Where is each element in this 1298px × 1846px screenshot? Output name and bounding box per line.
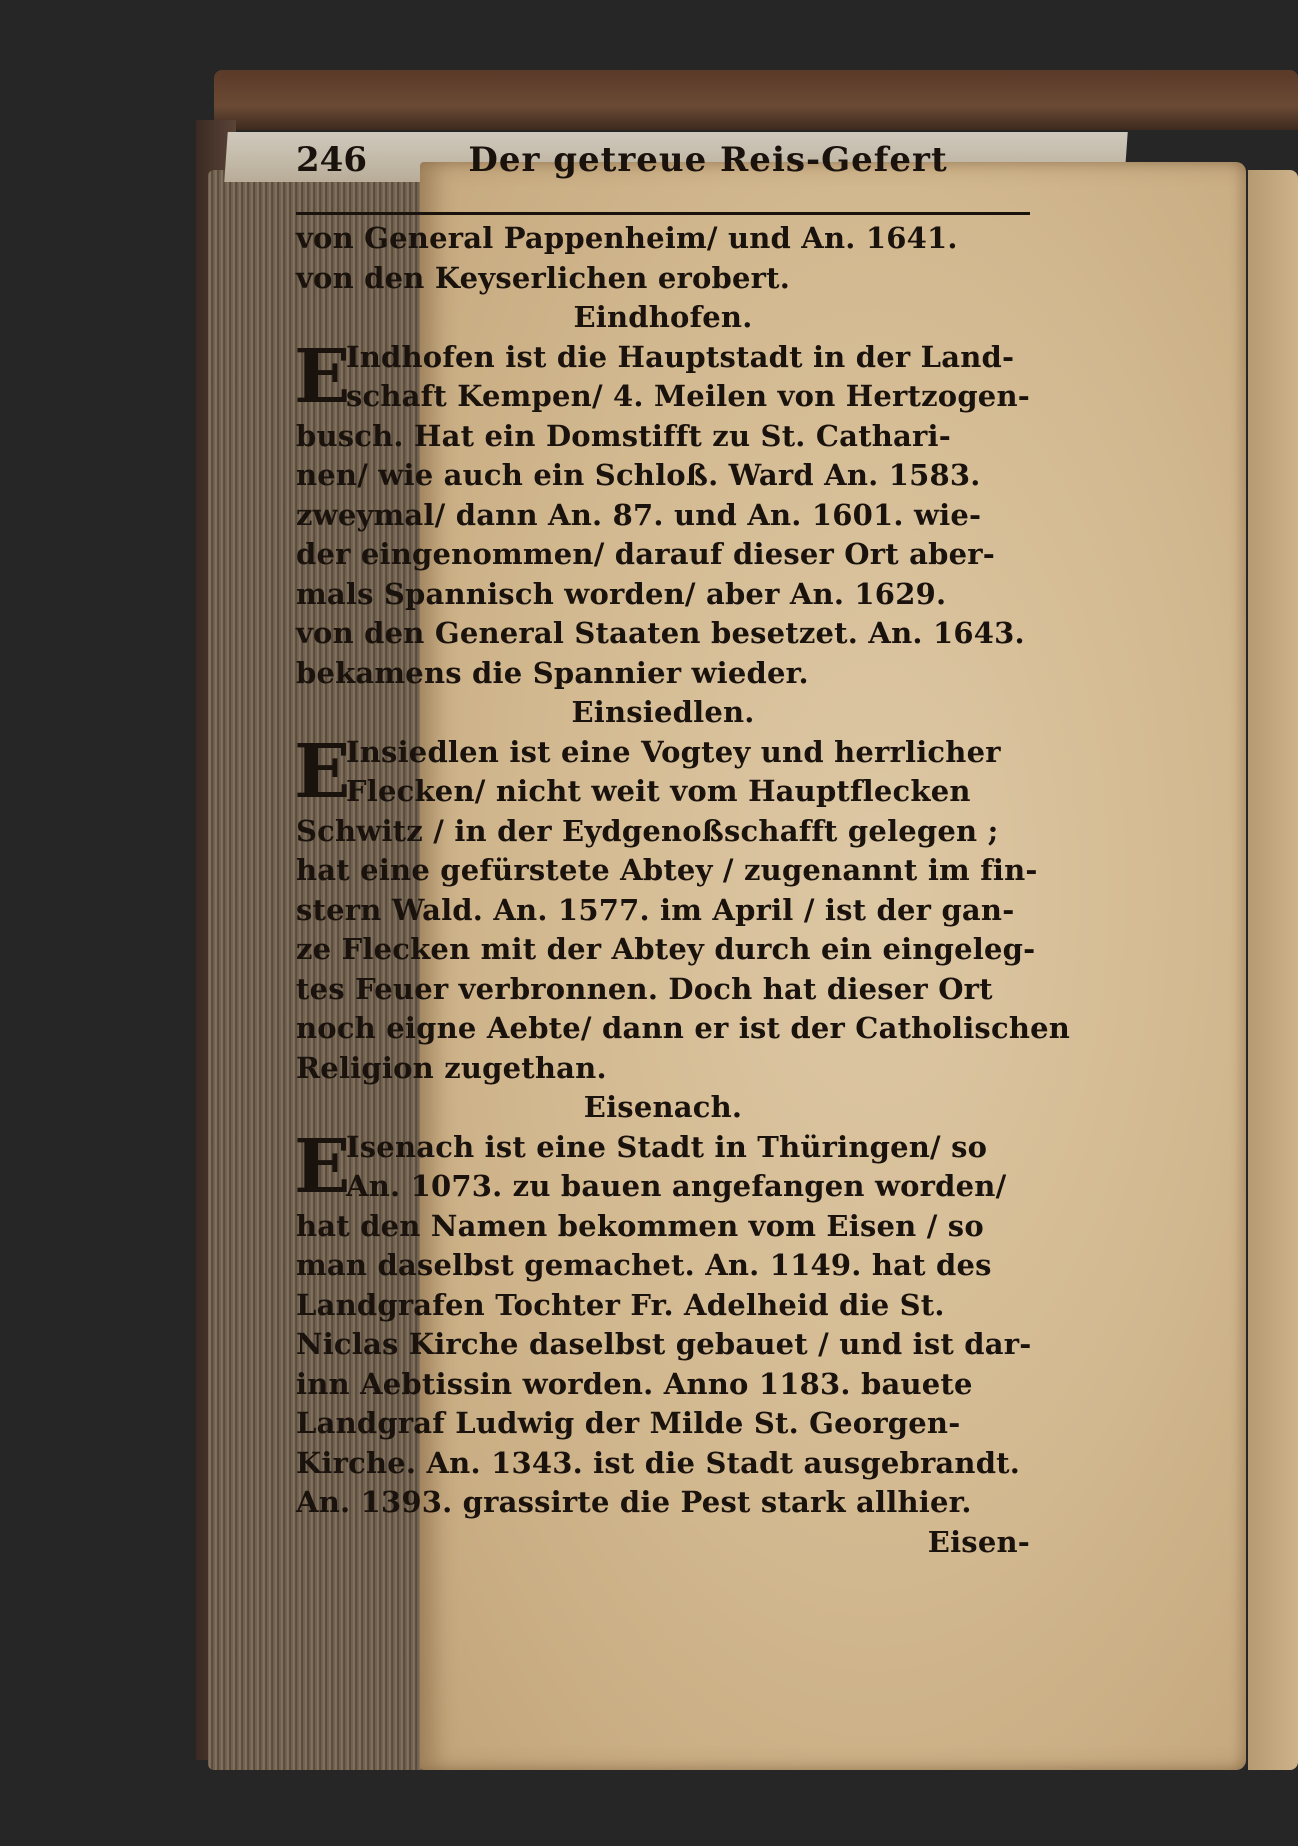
text-line: Isenach ist eine Stadt in Thüringen/ so	[346, 1129, 988, 1164]
text-line: schaft Kempen/ 4. Meilen von Hertzogen-	[346, 379, 1030, 413]
running-title: Der getreue Reis-Gefert	[468, 140, 948, 180]
text-line: stern Wald. An. 1577. im April / ist der gan-	[296, 892, 1015, 927]
text-line: ze Flecken mit der Abtey durch ein eingeleg-	[296, 932, 1036, 966]
section-heading-eisenach: Eisenach.	[583, 1090, 743, 1124]
text-line: mals Spannisch worden/ aber An. 1629.	[296, 576, 947, 611]
text-line: Schwitz / in der Eydgenoßschafft gelegen ;	[296, 813, 999, 848]
intro-line: von General Pappenheim/ und An. 1641.	[296, 221, 958, 255]
text-line: Landgrafen Tochter Fr. Adelheid die St.	[296, 1287, 945, 1322]
page-text	[294, 140, 1071, 1562]
text-line: Indhofen ist die Hauptstadt in der Land-	[346, 339, 1015, 374]
text-line: der eingenommen/ darauf dieser Ort aber-	[296, 537, 995, 571]
text-line: zweymal/ dann An. 87. und An. 1601. wie-	[296, 497, 982, 532]
text-line: Niclas Kirche daselbst gebauet / und ist dar-	[296, 1327, 1032, 1361]
text-line: bekamens die Spannier wieder.	[296, 655, 809, 690]
text-line: Kirche. An. 1343. ist die Stadt ausgebrandt.	[296, 1445, 1021, 1480]
book-top-edge	[214, 70, 1298, 130]
catchword: Eisen-	[927, 1524, 1030, 1559]
section-eisenach	[294, 1123, 1032, 1523]
text-line: Insiedlen ist eine Vogtey und herrlicher	[346, 734, 1001, 769]
drop-cap: E	[294, 333, 351, 420]
page-header	[296, 140, 1030, 215]
text-line: nen/ wie auch ein Schloß. Ward An. 1583.	[296, 458, 981, 492]
facing-page-edge	[1248, 170, 1298, 1770]
text-line: Religion zugethan.	[296, 1050, 607, 1085]
text-line: von den General Staaten besetzet. An. 1643.	[296, 616, 1025, 650]
text-line: hat den Namen bekommen vom Eisen / so	[296, 1208, 984, 1243]
text-line: tes Feuer verbronnen. Doch hat dieser Ort	[296, 971, 993, 1006]
intro-line: von den Keyserlichen erobert.	[296, 260, 790, 295]
text-line: inn Aebtissin worden. Anno 1183. bauete	[296, 1366, 973, 1401]
drop-cap: E	[294, 1123, 351, 1210]
drop-cap: E	[294, 728, 351, 815]
text-line: man daselbst gemachet. An. 1149. hat des	[296, 1248, 992, 1282]
section-eindhofen	[294, 333, 1030, 694]
section-heading-einsiedlen: Einsiedlen.	[571, 695, 755, 729]
text-line: busch. Hat ein Domstifft zu St. Cathari-	[296, 418, 951, 453]
section-einsiedlen	[294, 728, 1071, 1089]
section-heading-eindhofen: Eindhofen.	[573, 300, 753, 334]
text-line: An. 1073. zu bauen angefangen worden/	[346, 1169, 1007, 1203]
text-line: hat eine gefürstete Abtey / zugenannt im fin-	[296, 853, 1038, 887]
text-line: Landgraf Ludwig der Milde St. Georgen-	[296, 1406, 961, 1440]
text-line: An. 1393. grassirte die Pest stark allhier.	[296, 1485, 972, 1519]
page-number: 246	[296, 140, 367, 180]
text-line: noch eigne Aebte/ dann er ist der Catholischen	[296, 1011, 1071, 1045]
text-line: Flecken/ nicht weit vom Hauptflecken	[346, 774, 971, 808]
